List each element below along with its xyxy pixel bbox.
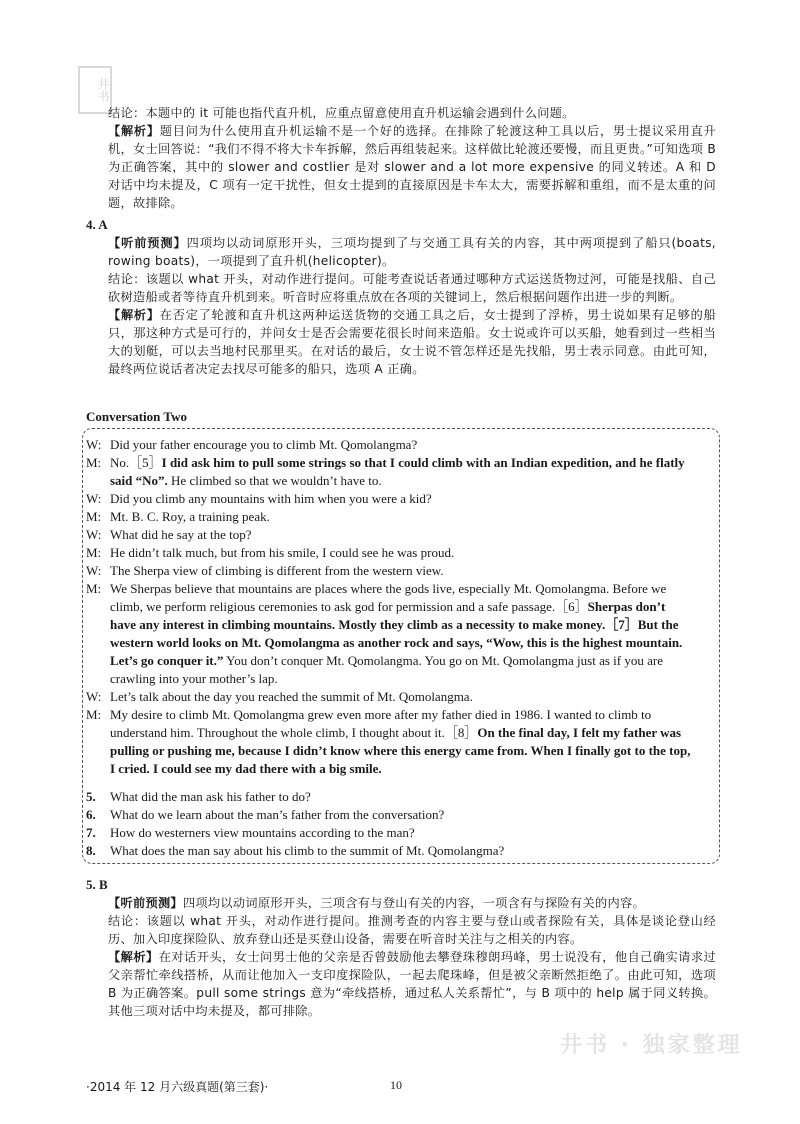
q3-analysis [86, 122, 716, 212]
q3-conclusion: 结论：本题中的 it 可能也指代直升机，应重点留意使用直升机运输会遇到什么问题。 [108, 106, 575, 120]
dialogue-text: Did you climb any mountains with him when you were a kid? [110, 491, 432, 506]
dialogue-line [86, 724, 716, 742]
dialogue-line [86, 490, 716, 508]
dialogue-line [86, 544, 716, 562]
predict-tag: 【听前预测】 [108, 896, 183, 910]
dialogue-line [86, 688, 716, 706]
q5-analysis-text: 在对话开头，女士问男士他的父亲是否曾鼓励他去攀登珠穆朗玛峰，男士说没有，他自己确实请求过父亲帮忙牵线搭桥，从而让他加入一支印度探险队，一起去爬珠峰，但是被父亲断然拒绝了。由此可知，选项 B 为正确答案。pull some strings 意为“牵线搭桥，通过私人关系帮忙”，与 B 项中的 help 属于同义转换。其他三项对话中均未提及，都可排除。 [108, 950, 716, 1018]
analysis-tag: 【解析】 [108, 124, 160, 138]
speaker-label: M: [86, 545, 102, 560]
question-item [86, 842, 716, 860]
speaker-label: M: [86, 581, 102, 596]
speaker-label: M: [86, 707, 102, 722]
dialogue-line [86, 634, 716, 652]
corner-stamp-logo: 井书 [78, 66, 112, 114]
q4-predict [86, 234, 716, 270]
dialogue-line [86, 526, 716, 544]
analysis-tag: 【解析】 [108, 950, 159, 964]
question-number: 7. [86, 825, 96, 840]
dialogue-line [86, 598, 716, 616]
dialogue-line [86, 454, 716, 472]
question-text: What do we learn about the man’s father from the conversation? [110, 807, 445, 822]
question-number: 6. [86, 807, 96, 822]
speaker-label: W: [86, 689, 102, 704]
q4-conclusion: 结论：该题以 what 开头，对动作进行提问。可能考查说话者通过哪种方式运送货物过河，可能是找船、自己砍树造船或者等待直升机到来。听音时应将重点放在各项的关键词上，然后根据问题作出进一步的判断。 [108, 272, 716, 304]
question-item [86, 806, 716, 824]
q4-analysis-text: 在否定了轮渡和直升机这两种运送货物的交通工具之后，女士提到了浮桥，男士说如果有足够的船只，那这种方式是可行的，并问女士是否会需要花很长时间来造船。女士说或许可以买船，她看到过一些相当大的划艇，可以去当地村民那里买。在对话的最后，女士说不管怎样还是先找船，男士表示同意。由此可知，最终两位说话者决定去找尽可能多的船只，选项 A 正确。 [108, 308, 717, 376]
question-number: 8. [86, 843, 96, 858]
q5-conclusion: 结论：该题以 what 开头，对动作进行提问。推测考查的内容主要与登山或者探险有关，具体是谈论登山经历、加入印度探险队、放弃登山还是买登山设备，需要在听音时关注与之相关的内容。 [108, 914, 716, 946]
dialogue-line [86, 436, 716, 454]
dialogue-line [86, 580, 716, 598]
dialogue-text: No.［5］ [110, 455, 162, 470]
dialogue-text: We Sherpas believe that mountains are places where the gods live, especially Mt. Qomolangma. Before we [110, 581, 667, 596]
dialogue-text: He climbed so that we wouldn’t have to. [167, 473, 382, 488]
footer-source: ·2014 年 12 月六级真题(第三套)· [86, 1080, 269, 1094]
key-sentence: western world looks on Mt. Qomolangma as another rock and says, “Wow, this is the highest mountain. [110, 635, 683, 650]
key-sentence: On the final day, I felt my father was [477, 725, 682, 740]
dialogue-line [86, 508, 716, 526]
dialogue-line [86, 670, 716, 688]
conversation-title: Conversation Two [86, 409, 187, 424]
dialogue-line [86, 706, 716, 724]
dialogue-text: climb, we perform religious ceremonies to ask god for permission and a safe passage.［6］ [110, 599, 588, 614]
q4-analysis [86, 306, 716, 378]
dialogue-line [86, 562, 716, 580]
dialogue-line [86, 472, 716, 490]
key-sentence: Let’s go conquer it.” [110, 653, 224, 668]
dialogue-text: You don’t conquer Mt. Qomolangma. You go on Mt. Qomolangma just as if you are [223, 653, 663, 668]
question-item [86, 788, 716, 806]
dialogue-text: understand him. Throughout the whole climb, I thought about it.［8］ [110, 725, 478, 740]
dialogue-text: Let’s talk about the day you reached the summit of Mt. Qomolangma. [110, 689, 473, 704]
dialogue-line [86, 616, 716, 634]
question-text: What did the man ask his father to do? [110, 789, 311, 804]
dialogue-text: Did your father encourage you to climb Mt. Qomolangma? [110, 437, 418, 452]
analysis-tag: 【解析】 [108, 308, 160, 322]
question-item [86, 824, 716, 842]
key-sentence: I did ask him to pull some strings so that I could climb with an Indian expedition, and he flatly [161, 455, 685, 470]
question-text: How do westerners view mountains according to the man? [110, 825, 415, 840]
dialogue-text: What did he say at the top? [110, 527, 252, 542]
q5-answer-label: 5. B [86, 877, 108, 892]
speaker-label: W: [86, 563, 102, 578]
dialogue-text: My desire to climb Mt. Qomolangma grew even more after my father died in 1986. I wanted to climb to [110, 707, 652, 722]
key-sentence: pulling or pushing me, because I didn’t know where this energy came from. When I finally got to the top, [110, 743, 691, 758]
key-sentence: Sherpas don’t [587, 599, 666, 614]
q4-answer-label: 4. A [86, 217, 108, 232]
q5-predict [86, 894, 716, 912]
predict-tag: 【听前预测】 [108, 236, 187, 250]
speaker-label: W: [86, 527, 102, 542]
dialogue-text: The Sherpa view of climbing is different from the western view. [110, 563, 444, 578]
q4-predict-text: 四项均以动词原形开头，三项均提到了与交通工具有关的内容，其中两项提到了船只(boats, rowing boats)，一项提到了直升机(helicopter)。 [108, 236, 716, 268]
dialogue-line [86, 652, 716, 670]
q5-block [86, 876, 716, 1020]
key-sentence: I cried. I could see my dad there with a big smile. [110, 761, 382, 776]
q3-analysis-block [86, 104, 716, 212]
speaker-label: M: [86, 509, 102, 524]
key-sentence: said “No”. [110, 473, 168, 488]
dialogue-text: He didn’t talk much, but from his smile, I could see he was proud. [110, 545, 455, 560]
dialogue-line [86, 760, 716, 778]
q5-analysis [86, 948, 716, 1020]
question-number: 5. [86, 789, 96, 804]
speaker-label: M: [86, 455, 102, 470]
dialogue-text: Mt. B. C. Roy, a training peak. [110, 509, 270, 524]
speaker-label: W: [86, 437, 102, 452]
dialogue-text: crawling into your mother’s lap. [110, 671, 278, 686]
question-text: What does the man say about his climb to the summit of Mt. Qomolangma? [110, 843, 505, 858]
dialogue-line [86, 742, 716, 760]
speaker-label: W: [86, 491, 102, 506]
q5-predict-text: 四项均以动词原形开头，三项含有与登山有关的内容，一项含有与探险有关的内容。 [182, 896, 645, 910]
q4-block [86, 216, 716, 378]
page-number: 10 [390, 1078, 402, 1092]
q3-analysis-text: 题目问为什么使用直升机运输不是一个好的选择。在排除了轮渡这种工具以后，男士提议采用直升机，女士回答说：“我们不得不将大卡车拆解，然后再组装起来。这样做比轮渡还要慢，而且更贵。”可知选项 B 为正确答案，其中的 slower and costlier 是对 slower and a lot more expensive 的同义转述。A 和 D 对话中均未提及，C 项有一定干扰性，但女士提到的直接原因是卡车太大，需要拆解和重组，而不是太重的问题，故排除。 [108, 124, 717, 210]
key-sentence: have any interest in climbing mountains. Mostly they climb as a necessity to make money.［7］But the [110, 617, 679, 632]
watermark-text: 井书 · 独家整理 [560, 1033, 743, 1058]
